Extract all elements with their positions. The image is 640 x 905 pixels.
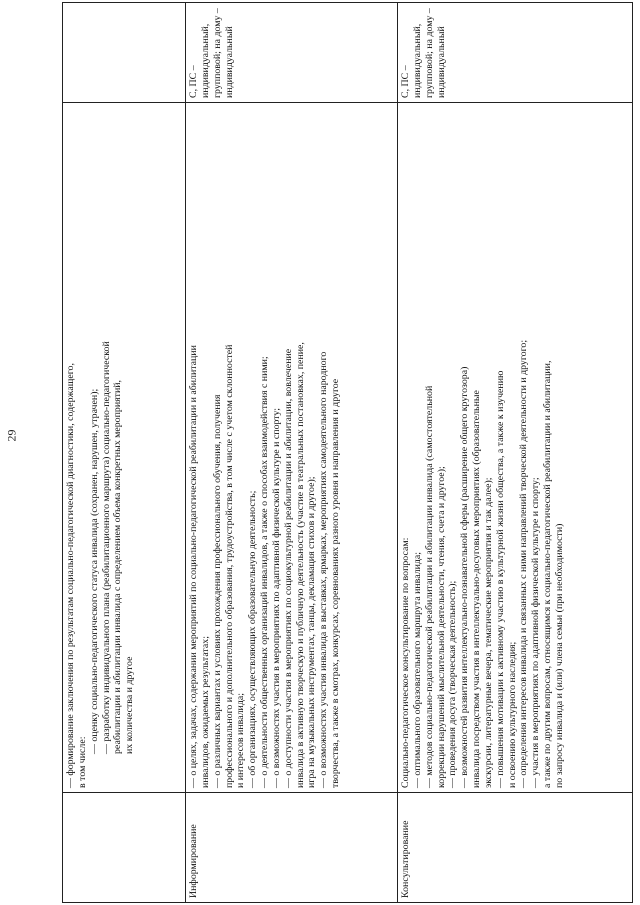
content-line: а также по другим вопросам, относящимся к социально-педагогической реабилитации и абилитации, xyxy=(542,360,554,788)
table-row xyxy=(63,3,186,903)
service-form-cell xyxy=(63,3,186,103)
content-line: — о возможностях участия инвалида в выставках, ярмарках, мероприятиях самодеятельного народного xyxy=(318,351,330,788)
content-line: инвалидов, ожидаемых результатах; xyxy=(199,636,211,788)
services-table xyxy=(62,2,633,903)
content-line: — участия в мероприятиях по адаптивной физической культуре и спорту; xyxy=(530,477,542,788)
content-line: — о целях, задачах, содержании мероприятий по социально-педагогической реабилитации и абилитации xyxy=(188,345,199,788)
content-line: реабилитации и абилитации инвалида с определением объема конкретных мероприятий, xyxy=(112,379,124,754)
content-line: — возможностей развития интеллектуально-познавательной сферы (расширение общего кругозора) xyxy=(459,366,471,788)
content-line: по запросу инвалида и (или) члена семьи (при необходимости) xyxy=(553,523,565,788)
content-line: — о возможностях участия в мероприятиях по адаптивной физической культуре и спорту; xyxy=(270,407,282,788)
content-line: — оценку социально-педагогического статуса инвалида (сохранен, нарушен, утрачен); xyxy=(88,388,100,754)
content-line: — о деятельности общественных организаций инвалидов, а также о способах взаимодействия с ними; xyxy=(259,356,271,788)
content-line: инвалида посредством участия в интеллектуально-досуговых мероприятиях (образовательные xyxy=(471,390,483,788)
table-row xyxy=(186,3,398,903)
content-line: — методов социально-педагогической реабилитации и абилитации инвалида (самостоятельной xyxy=(423,385,435,788)
content-line: игра на музыкальных инструментах, танцы, декламация стихов и другое); xyxy=(306,476,318,788)
service-name-cell: Консультирование xyxy=(398,793,633,903)
content-line: в том числе: xyxy=(76,736,88,788)
content-line: их количества и другое xyxy=(124,656,136,754)
content-line: профессионального и дополнительного образования, трудоустройства, в том числе с учетом склонностей xyxy=(223,344,235,788)
content-line: и интересов инвалида; xyxy=(235,693,247,788)
content-line: — об организациях, осуществляющих образовательную деятельность; xyxy=(247,490,259,788)
table-row xyxy=(398,3,633,903)
service-form-cell: С, ПС – индивидуальный, групповой; на дому – индивидуальный xyxy=(398,3,633,103)
service-name-cell: Информирование xyxy=(186,793,398,903)
page-number: 29 xyxy=(4,429,19,442)
service-content-cell xyxy=(398,103,633,793)
content-line: творчества, а также в смотрах, конкурсах, соревнованиях разного уровня и направления и другое xyxy=(330,378,342,788)
service-form-cell: С, ПС – индивидуальный, групповой; на дому – индивидуальный xyxy=(186,3,398,103)
content-line: — повышения мотивации к активному участию в культурной жизни общества, а также к изучению xyxy=(494,370,506,788)
document-sheet xyxy=(62,3,632,903)
content-line: инвалида в активную творческую и публичную деятельность (участие в театральных постановках, пение, xyxy=(294,342,306,788)
service-name-cell xyxy=(63,793,186,903)
content-line: — оптимального образовательного маршрута инвалида; xyxy=(411,551,423,788)
content-line: — разработку индивидуального плана (реабилитационного маршрута) социально-педагогической xyxy=(100,341,112,754)
content-line: коррекции нарушений мыслительной деятельности, чтения, счета и другое); xyxy=(435,466,447,788)
service-content-cell xyxy=(63,103,186,793)
content-line: и освоению культурного наследия; xyxy=(506,641,518,788)
service-content-cell xyxy=(186,103,398,793)
content-line: — о доступности участия в мероприятиях по социокультурной реабилитации и абилитации, вовлечение xyxy=(282,348,294,788)
content-line: — проведения досуга (творческая деятельность); xyxy=(447,580,459,788)
content-line: — формирование заключения по результатам социально-педагогической диагностики, содержащего, xyxy=(65,363,76,788)
content-line: — о различных вариантах и условиях прохождения профессионального обучения, получения xyxy=(211,394,223,788)
content-line: экскурсии, литературные вечера, тематические мероприятия и так далее); xyxy=(482,477,494,788)
content-line: Социально-педагогическое консультирование по вопросам: xyxy=(400,537,411,788)
content-line: — определения интересов инвалида и связанных с ними направлений творческой деятельности и другого; xyxy=(518,339,530,788)
